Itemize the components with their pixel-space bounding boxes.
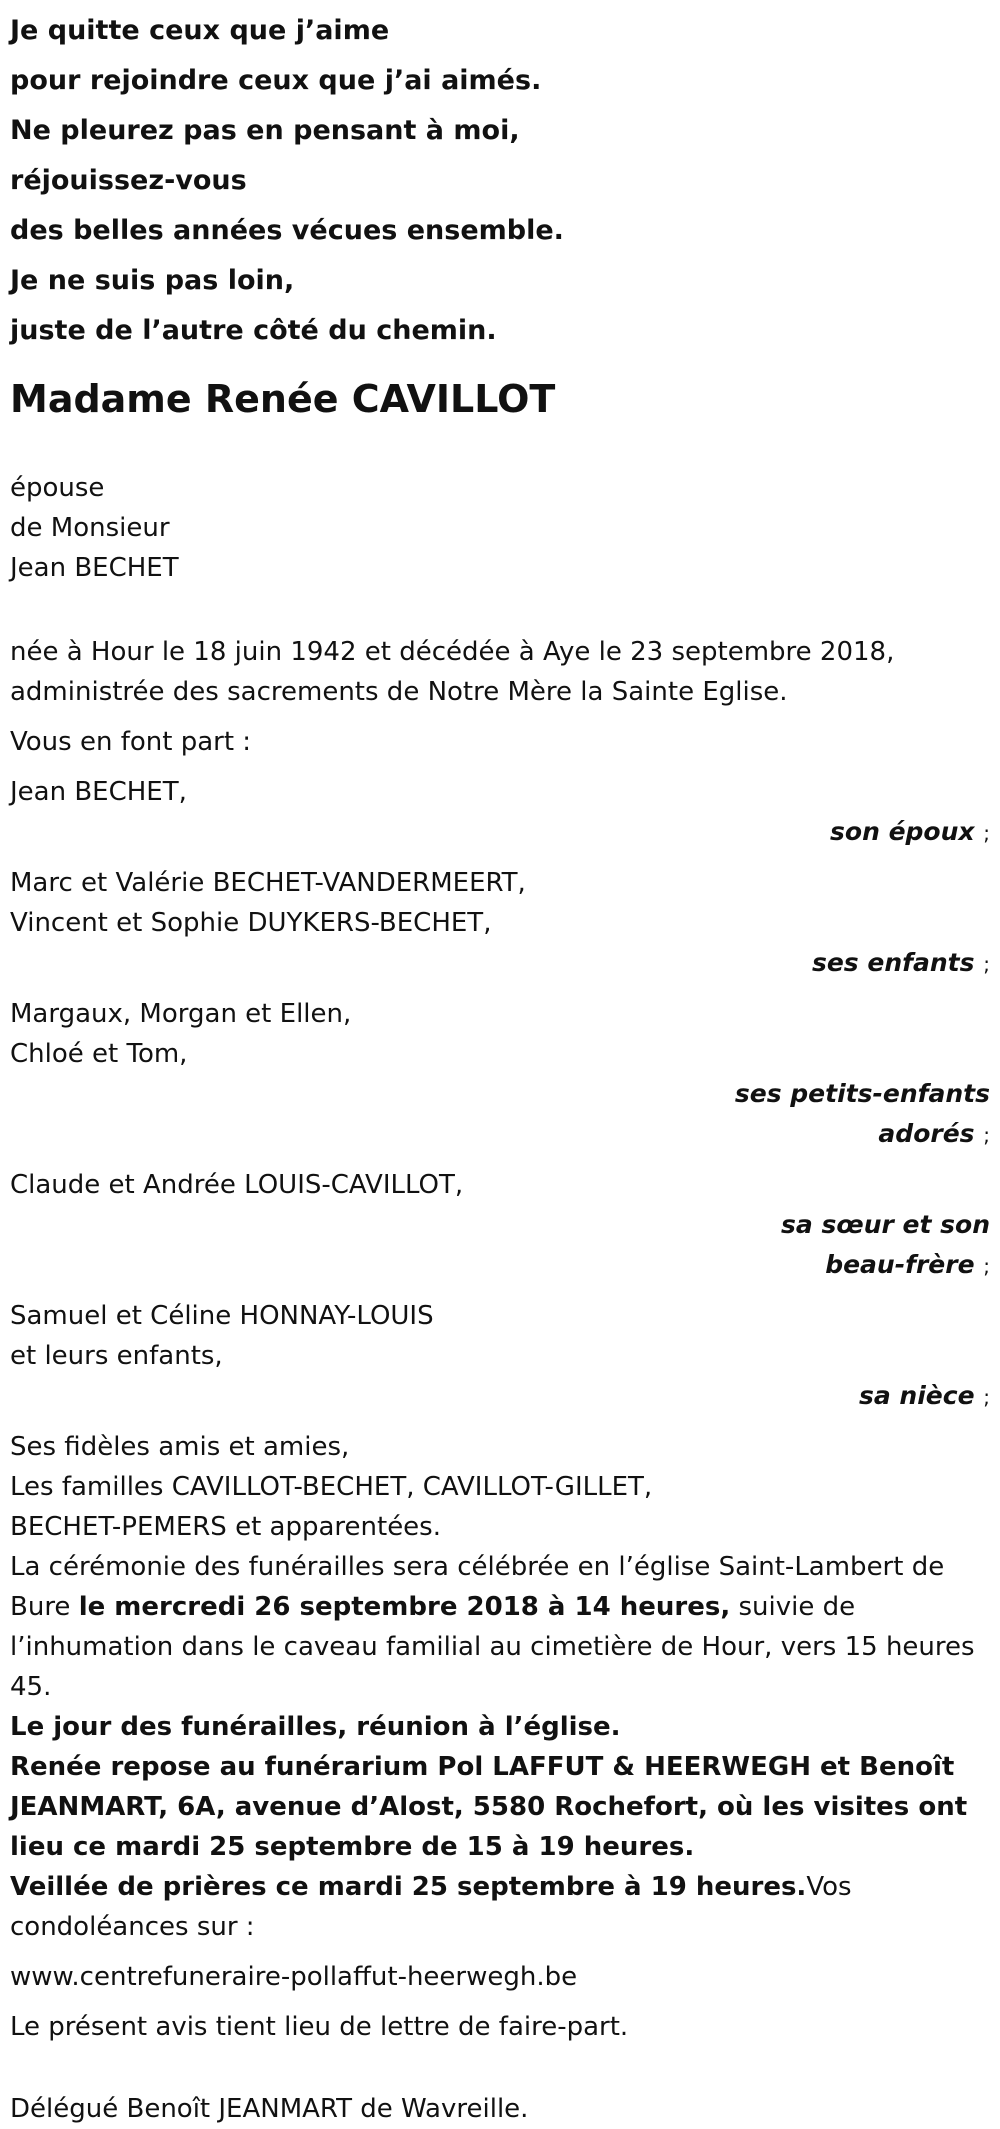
family-role: ses petits-enfants: [734, 1079, 990, 1108]
announcement-intro: Vous en font part :: [10, 727, 252, 757]
poem: [10, 0, 990, 356]
role-suffix: ;: [983, 1385, 990, 1409]
friends-line: BECHET-PEMERS et apparentées.: [10, 1512, 441, 1542]
friends-line: Ses fidèles amis et amies,: [10, 1432, 350, 1462]
family-role: [10, 943, 990, 984]
rest-paragraph: Renée repose au funérarium Pol LAFFUT & HEERWEGH et Benoît JEANMART, 6A, avenue d’Alost, 5580 Rochefort, où les visites ont lieu ce mardi 25 septembre de 15 à 19 heures.: [10, 1752, 968, 1862]
ceremony-text: suivie de l’inhumation dans le caveau familial au cimetière de Hour, vers 15 heures 45.: [10, 1592, 975, 1702]
role-suffix: ;: [983, 821, 990, 845]
family-names: et leurs enfants,: [10, 1341, 223, 1371]
family-role: [10, 1114, 990, 1155]
family-names: Claude et Andrée LOUIS-CAVILLOT,: [10, 1170, 464, 1200]
spouse-line: Jean BECHET: [10, 553, 179, 583]
family-role-text: beau-frère: [825, 1250, 975, 1279]
role-suffix: ;: [983, 1254, 990, 1278]
deceased-name: Madame Renée CAVILLOT: [10, 377, 556, 421]
ceremony-text: La cérémonie des funérailles sera célébrée en l’église Saint-Lambert de Bure: [10, 1552, 945, 1622]
family-role-text: son époux: [830, 817, 975, 846]
family-names: Samuel et Céline HONNAY-LOUIS: [10, 1301, 434, 1331]
friends-line: Les familles CAVILLOT-BECHET, CAVILLOT-GILLET,: [10, 1472, 653, 1502]
family-role-text: sa nièce: [858, 1381, 975, 1410]
family-role: [10, 1245, 990, 1286]
poem-line: Je quitte ceux que j’aime: [10, 15, 390, 46]
vigil-text: Veillée de prières ce mardi 25 septembre à 19 heures.: [10, 1872, 807, 1902]
birth-death-block: [10, 632, 990, 712]
spouse-line: épouse: [10, 473, 105, 503]
family-names: Vincent et Sophie DUYKERS-BECHET,: [10, 908, 492, 938]
friends-block: [10, 1427, 990, 1547]
family-group: [10, 863, 990, 984]
meeting-paragraph: Le jour des funérailles, réunion à l’église.: [10, 1712, 621, 1742]
family-role-text: ses enfants: [811, 948, 975, 977]
family-group: [10, 1165, 990, 1286]
family-role-text: adorés: [878, 1119, 975, 1148]
birth-death-line: née à Hour le 18 juin 1942 et décédée à Aye le 23 septembre 2018,: [10, 637, 895, 667]
family-names: Jean BECHET,: [10, 777, 187, 807]
ceremony-date: le mercredi 26 septembre 2018 à 14 heures,: [78, 1592, 731, 1622]
family-group: [10, 772, 990, 853]
family-names: Marc et Valérie BECHET-VANDERMEERT,: [10, 868, 526, 898]
family-role: [10, 812, 990, 853]
birth-death-line: administrée des sacrements de Notre Mère la Sainte Eglise.: [10, 677, 788, 707]
family-role: sa sœur et son: [781, 1210, 990, 1239]
family-group: [10, 994, 990, 1155]
family-role: [10, 1376, 990, 1417]
family-names: Chloé et Tom,: [10, 1039, 188, 1069]
poem-line: des belles années vécues ensemble.: [10, 215, 564, 246]
role-suffix: ;: [983, 952, 990, 976]
notice-text: Le présent avis tient lieu de lettre de faire-part.: [10, 2012, 629, 2042]
ceremony-paragraph: [10, 1547, 990, 1707]
poem-line: Ne pleurez pas en pensant à moi,: [10, 115, 520, 146]
family-group: [10, 1296, 990, 1417]
role-suffix: ;: [983, 1123, 990, 1147]
poem-line: réjouissez-vous: [10, 165, 247, 196]
poem-line: pour rejoindre ceux que j’ai aimés.: [10, 65, 542, 96]
poem-line: Je ne suis pas loin,: [10, 265, 295, 296]
family-names: Margaux, Morgan et Ellen,: [10, 999, 352, 1029]
spouse-block: [10, 468, 990, 588]
vigil-paragraph: [10, 1867, 990, 1947]
delegate-text: Délégué Benoît JEANMART de Wavreille.: [10, 2094, 529, 2124]
spouse-line: de Monsieur: [10, 513, 170, 543]
website-link[interactable]: www.centrefuneraire-pollaffut-heerwegh.be: [10, 1962, 578, 1992]
poem-line: juste de l’autre côté du chemin.: [10, 315, 497, 346]
condolences-text: Vos condoléances sur :: [10, 1872, 852, 1942]
